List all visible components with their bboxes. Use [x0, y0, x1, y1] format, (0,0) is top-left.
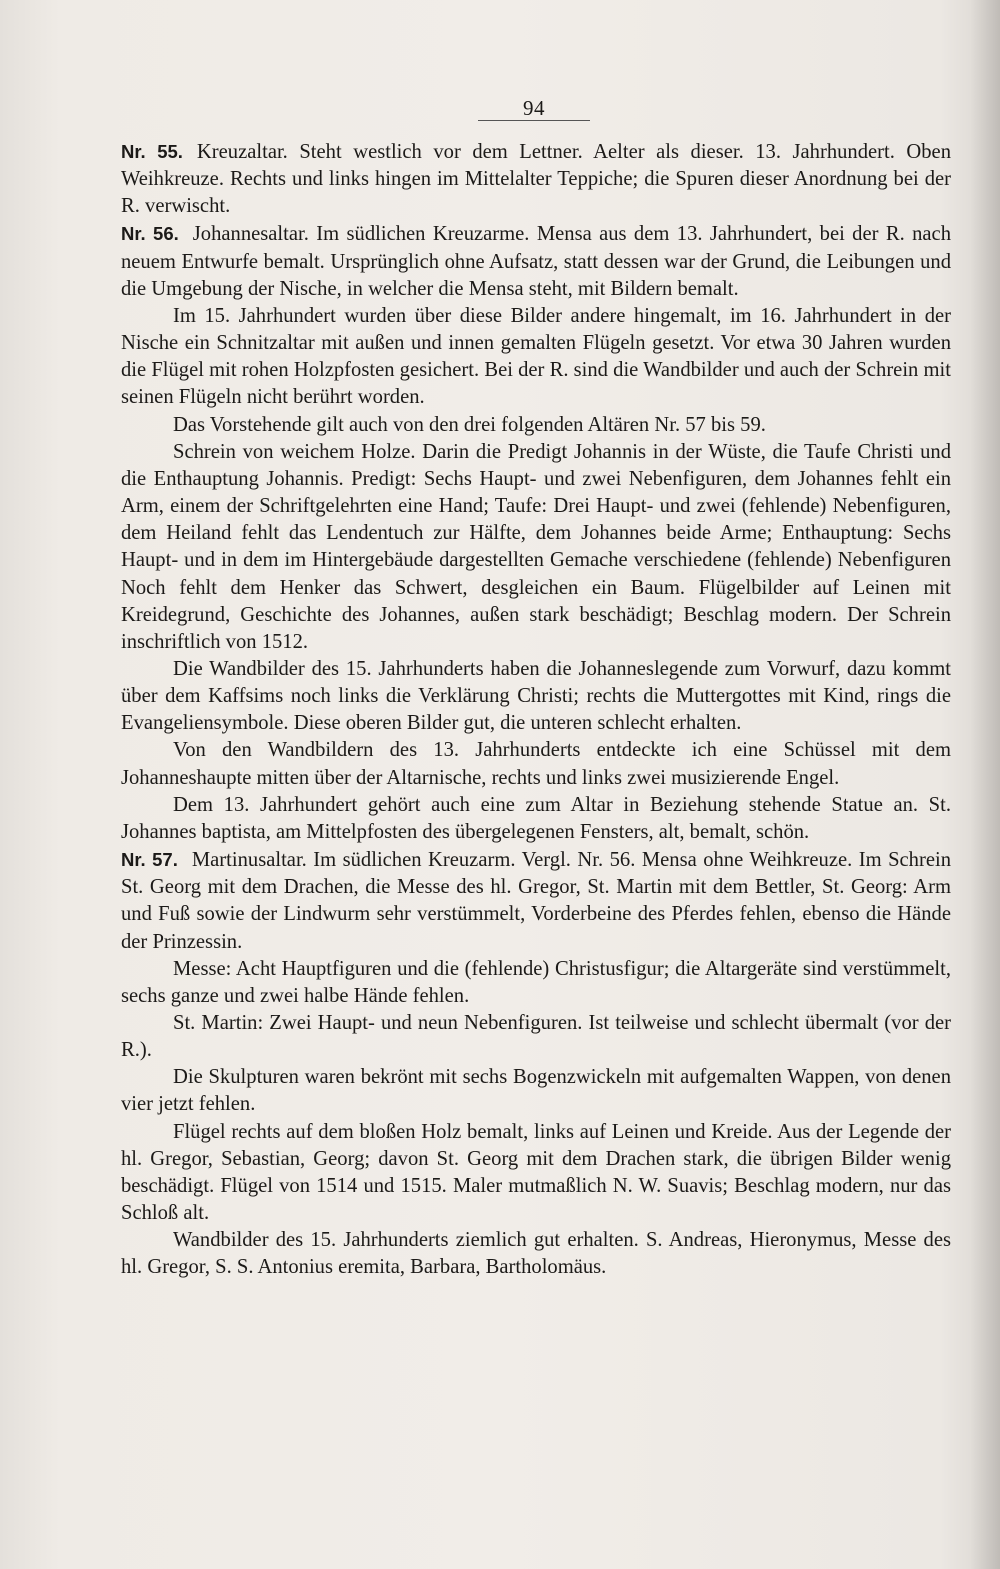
paragraph-text: Martinusaltar. Im südlichen Kreuzarm. Vergl. Nr. 56. Mensa ohne Weihkreuze. Im Schrein St. Georg mit dem Drachen, die Messe des hl. Gregor, St. Martin mit dem Bettler, St. Georg: Arm und Fuß sowie der Lindwurm sehr verstümmelt, Vorderbeine des Pferdes fehlen, ebenso die Hände der Prinzessin.: [121, 849, 951, 953]
paragraph-text: Johannesaltar. Im südlichen Kreuzarme. Mensa aus dem 13. Jahrhundert, bei der R. nach neuem Entwurfe bemalt. Ursprünglich ohne Aufsatz, statt dessen war der Grund, die Leibungen und die Umgebung der Nische, in welcher die Mensa steht, mit Bildern bemalt.: [121, 223, 951, 300]
paragraph: Flügel rechts auf dem bloßen Holz bemalt, links auf Leinen und Kreide. Aus der Legende der hl. Gregor, Sebastian, Georg; davon St. Georg mit dem Drachen stark, die übrigen Bilder wenig beschädigt. Flügel von 1514 und 1515. Maler mutmaßlich N. W. Suavis; Beschlag modern, nur das Schloß alt.: [121, 1120, 951, 1225]
paragraph-nr-55: [121, 138, 951, 220]
paragraph: Das Vorstehende gilt auch von den drei folgenden Altären Nr. 57 bis 59.: [173, 413, 766, 436]
paragraph: Von den Wandbildern des 13. Jahrhunderts entdeckte ich eine Schüssel mit dem Johanneshaupte mitten über der Altarnische, rechts und links zwei musizierende Engel.: [121, 739, 951, 789]
page-edge-shadow: [970, 0, 1000, 1569]
paragraph: Messe: Acht Hauptfiguren und die (fehlende) Christusfigur; die Altargeräte sind verstümmelt, sechs ganze und zwei halbe Hände fehlen.: [121, 957, 951, 1007]
paragraph: Wandbilder des 15. Jahrhunderts ziemlich gut erhalten. S. Andreas, Hieronymus, Messe des hl. Gregor, S. S. Antonius eremita, Barbara, Bartholomäus.: [121, 1229, 951, 1279]
entry-label: Nr. 56.: [121, 223, 179, 245]
paragraph: Dem 13. Jahrhundert gehört auch eine zum Altar in Beziehung stehende Statue an. St. Johannes baptista, am Mittelpfosten des übergelegenen Fensters, alt, bemalt, schön.: [121, 793, 951, 843]
body-text: [121, 138, 951, 1282]
paragraph: Die Skulpturen waren bekrönt mit sechs Bogenzwickeln mit aufgemalten Wappen, von denen vier jetzt fehlen.: [121, 1066, 951, 1116]
paragraph: Die Wandbilder des 15. Jahrhunderts haben die Johanneslegende zum Vorwurf, dazu kommt über dem Kaffsims noch links die Verklärung Christi; rechts die Muttergottes mit Kind, rings die Evangeliensymbole. Diese oberen Bilder gut, die unteren schlecht erhalten.: [121, 657, 951, 735]
paragraph-nr-56: [121, 220, 951, 302]
page-number: 94: [478, 96, 590, 121]
paragraph-nr-57: [121, 846, 951, 956]
entry-label: Nr. 55.: [121, 141, 183, 162]
paragraph: Im 15. Jahrhundert wurden über diese Bilder andere hingemalt, im 16. Jahrhundert in der Nische ein Schnitzaltar mit außen und innen gemalten Flügeln gesetzt. Vor etwa 30 Jahren wurden die Flügel mit rohen Holzpfosten gesichert. Bei der R. sind die Wandbilder und auch der Schrein mit seinen Flügeln nicht berührt worden.: [121, 304, 951, 409]
paragraph: Schrein von weichem Holze. Darin die Predigt Johannis in der Wüste, die Taufe Christi und die Enthauptung Johannis. Predigt: Sechs Haupt- und zwei Nebenfiguren, dem Johannes fehlt ein Arm, einem der Schriftgelehrten eine Hand; Taufe: Drei Haupt- und zwei (fehlende) Nebenfiguren, dem Heiland fehlt das Lendentuch zur Hälfte, dem Johannes beide Arme; Enthauptung: Sechs Haupt- und in dem im Hintergebäude dargestellten Gemache verschiedene (fehlende) Nebenfiguren Noch fehlt dem Henker das Schwert, desgleichen ein Baum. Flügelbilder auf Leinen mit Kreidegrund, Geschichte des Johannes, außen stark beschädigt; Beschlag modern. Der Schrein inschriftlich von 1512.: [121, 440, 951, 653]
paragraph: St. Martin: Zwei Haupt- und neun Nebenfiguren. Ist teilweise und schlecht übermalt (vor der R.).: [121, 1012, 951, 1062]
entry-label: Nr. 57.: [121, 849, 178, 871]
paragraph-text: Kreuzaltar. Steht westlich vor dem Lettner. Aelter als dieser. 13. Jahrhundert. Oben Weihkreuze. Rechts und links hingen im Mittelalter Teppiche; die Spuren dieser Anordnung bei der R. verwischt.: [121, 141, 951, 218]
